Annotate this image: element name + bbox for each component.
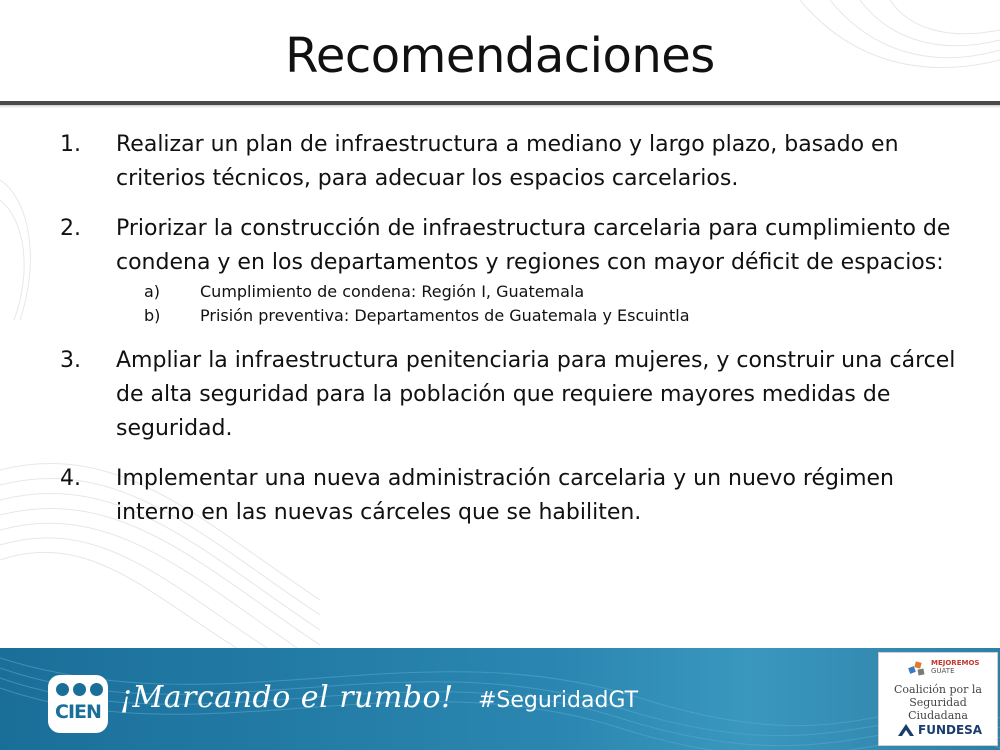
sublist-item xyxy=(144,280,960,304)
item-text: Ampliar la infraestructura penitenciaria para mujeres, y construir una cárcel de alta seguridad para la población que requiere mayores medidas de seguridad. xyxy=(116,348,956,441)
fundesa-text: FUNDESA xyxy=(918,723,983,737)
list-item xyxy=(60,344,960,446)
page-title: Recomendaciones xyxy=(285,28,715,84)
item-number: 4. xyxy=(60,466,81,491)
guate-line: GUATE xyxy=(931,667,955,675)
mejoremos-guate-label xyxy=(931,659,979,675)
sublist-letter: b) xyxy=(144,306,161,325)
mejoremos-guate-icon xyxy=(907,659,927,677)
cien-logo-dots xyxy=(56,683,103,696)
item-body xyxy=(116,212,960,328)
slogan: ¡Marcando el rumbo! xyxy=(120,680,454,715)
item-number: 1. xyxy=(60,132,81,157)
cien-logo xyxy=(48,675,108,733)
sublist-text: Cumplimiento de condena: Región I, Guatemala xyxy=(200,282,585,301)
sublist xyxy=(116,280,960,328)
item-text: Realizar un plan de infraestructura a mediano y largo plazo, basado en criterios técnicos, para adecuar los espacios carcelarios. xyxy=(116,132,899,191)
title-divider xyxy=(0,101,1000,105)
coalicion-line-2: Seguridad Ciudadana xyxy=(908,696,968,722)
item-number: 2. xyxy=(60,216,81,241)
list-item xyxy=(60,128,960,196)
item-number: 3. xyxy=(60,348,81,373)
fundesa-icon xyxy=(897,723,915,737)
item-text: Priorizar la construcción de infraestructura carcelaria para cumplimiento de condena y en los departamentos y regiones con mayor déficit de espacios: xyxy=(116,216,951,275)
mejoremos-line: MEJOREMOS xyxy=(931,659,980,667)
sublist-text: Prisión preventiva: Departamentos de Guatemala y Escuintla xyxy=(200,306,690,325)
list-item xyxy=(60,212,960,328)
list-item xyxy=(60,462,960,530)
hashtag: #SeguridadGT xyxy=(478,688,639,713)
coalicion-label xyxy=(879,683,997,722)
sublist-letter: a) xyxy=(144,282,161,301)
coalicion-line-1: Coalición por la xyxy=(893,683,982,696)
cien-logo-text: CIEN xyxy=(55,701,101,723)
partner-logos xyxy=(878,652,998,746)
fundesa-logo xyxy=(897,723,982,737)
sublist-item xyxy=(144,304,960,328)
item-text: Implementar una nueva administración carcelaria y un nuevo régimen interno en las nuevas cárceles que se habiliten. xyxy=(116,466,894,525)
recommendations-list xyxy=(60,128,960,546)
